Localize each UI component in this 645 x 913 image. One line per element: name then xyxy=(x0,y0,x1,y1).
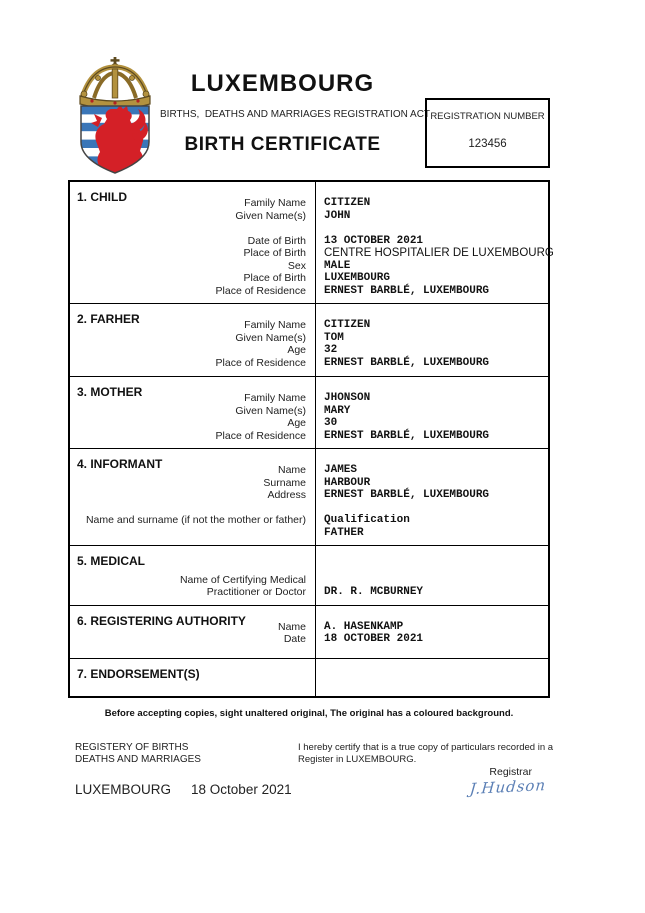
section-value-column xyxy=(315,659,548,696)
field-value: 30 xyxy=(324,417,338,429)
field-label: Family Name xyxy=(244,197,306,209)
field-label: Given Name(s) xyxy=(235,331,306,344)
section-title: 3. MOTHER xyxy=(77,385,143,399)
field-label: Name and surname (if not the mother or father) xyxy=(85,514,306,526)
issue-date: 18 October 2021 xyxy=(191,782,292,797)
field-label: Family Name xyxy=(244,392,306,404)
field-label: Age xyxy=(287,344,306,356)
luxembourg-coat-of-arms-svg xyxy=(74,56,156,176)
field-label: Name xyxy=(277,464,306,476)
field-value: ERNEST BARBLÉ, LUXEMBOURG xyxy=(324,429,490,442)
certify-line: Register in LUXEMBOURG. xyxy=(298,754,417,765)
field-value: JHONSON xyxy=(324,392,371,404)
field-value: CENTRE HOSPITALIER DE LUXEMBOURG xyxy=(324,247,554,259)
field-value: 18 OCTOBER 2021 xyxy=(324,633,424,645)
registry-address xyxy=(75,742,201,766)
coat-of-arms-icon xyxy=(74,56,156,176)
section-1 xyxy=(70,182,554,303)
section-value-column xyxy=(315,377,548,448)
field-value: 13 OCTOBER 2021 xyxy=(324,234,424,247)
field-value: TOM xyxy=(324,331,344,344)
section-title: 7. ENDORSEMENT(S) xyxy=(77,666,200,681)
section-label-column xyxy=(70,377,315,448)
field-value: JAMES xyxy=(324,464,358,476)
field-value: ERNEST BARBLÉ, LUXEMBOURG xyxy=(324,284,490,297)
field-value: HARBOUR xyxy=(324,476,371,489)
field-label: Surname xyxy=(263,476,306,489)
issue-place: LUXEMBOURG xyxy=(75,782,172,797)
field-label: Sex xyxy=(287,259,306,272)
field-label: Family Name xyxy=(244,319,306,331)
field-label: Name xyxy=(277,620,306,633)
doc-title: BIRTH CERTIFICATE xyxy=(184,134,381,155)
section-title: 1. CHILD xyxy=(77,190,128,204)
field-label: Place of Residence xyxy=(215,429,306,442)
field-value: MALE xyxy=(324,259,351,272)
registrar-label: Registrar xyxy=(489,766,532,778)
section-label-column xyxy=(70,304,315,376)
crown-icon xyxy=(80,57,150,109)
page-title: LUXEMBOURG xyxy=(190,70,375,97)
field-label: Place of Birth xyxy=(243,272,306,284)
section-3 xyxy=(70,376,548,448)
field-value xyxy=(324,222,554,235)
registration-number: 123456 xyxy=(468,138,507,150)
field-label: Date xyxy=(283,633,306,645)
field-label: Date of Birth xyxy=(247,234,306,247)
field-value: JOHN xyxy=(324,209,351,222)
field-value: FATHER xyxy=(324,526,364,539)
field-label: Age xyxy=(287,417,306,429)
registration-box xyxy=(425,98,550,168)
field-label: Given Name(s) xyxy=(235,404,306,417)
certificate-table xyxy=(68,180,554,698)
section-7 xyxy=(70,658,548,696)
act-subtitle: BIRTHS, DEATHS AND MARRIAGES REGISTRATION ACT xyxy=(160,109,431,120)
section-title: 4. INFORMANT xyxy=(77,457,163,471)
section-title: 2. FARHER xyxy=(77,312,140,326)
certify-line: I hereby certify that is a true copy of particulars recorded in a xyxy=(298,742,554,753)
shield-icon xyxy=(81,105,149,176)
field-label xyxy=(70,222,306,235)
field-value: ERNEST BARBLÉ, LUXEMBOURG xyxy=(324,489,490,501)
section-value-column xyxy=(315,546,548,605)
field-value: DR. R. MCBURNEY xyxy=(324,586,424,598)
field-label: Given Name(s) xyxy=(235,209,306,222)
section-title: 5. MEDICAL xyxy=(77,554,146,568)
field-value: ERNEST BARBLÉ, LUXEMBOURG xyxy=(324,356,490,369)
field-value: CITIZEN xyxy=(324,197,371,209)
field-label: Practitioner or Doctor xyxy=(206,586,306,598)
field-value xyxy=(324,502,548,515)
footer-notice: Before accepting copies, sight unaltered original, The original has a coloured background. xyxy=(104,708,514,719)
field-label: Place of Residence xyxy=(215,356,306,369)
field-value: MARY xyxy=(324,404,351,417)
field-label: Place of Birth xyxy=(243,247,306,259)
section-label-column xyxy=(70,659,315,696)
certify-text xyxy=(298,742,554,766)
header xyxy=(160,70,431,156)
section-5 xyxy=(70,545,548,605)
section-value-column xyxy=(315,182,554,303)
section-title: 6. REGISTERING AUTHORITY xyxy=(77,613,246,628)
field-label xyxy=(70,527,306,540)
field-value xyxy=(324,561,548,574)
section-label-column xyxy=(70,182,315,303)
field-value: CITIZEN xyxy=(324,319,371,331)
section-label-column xyxy=(70,606,315,658)
field-label: Name of Certifying Medical xyxy=(179,573,306,586)
section-value-column xyxy=(315,606,548,658)
field-value: 32 xyxy=(324,344,338,356)
registration-label: REGISTRATION NUMBER xyxy=(430,111,545,122)
field-value xyxy=(324,574,548,587)
registry-line: REGISTERY OF BIRTHS xyxy=(75,742,189,753)
section-value-column xyxy=(315,449,548,545)
registry-line: DEATHS AND MARRIAGES xyxy=(75,754,201,765)
registrar-signature: J.Hudson xyxy=(469,775,547,799)
section-label-column xyxy=(70,546,315,605)
section-6 xyxy=(70,605,548,658)
field-value: LUXEMBOURG xyxy=(324,272,391,284)
section-value-column xyxy=(315,304,548,376)
section-label-column xyxy=(70,449,315,545)
field-value: A. HASENKAMP xyxy=(324,620,404,633)
field-label: Address xyxy=(267,489,306,501)
section-2 xyxy=(70,303,548,376)
section-4 xyxy=(70,448,548,545)
field-value: Qualification xyxy=(324,514,410,526)
field-label xyxy=(70,502,306,515)
issue-place-date xyxy=(75,782,292,797)
field-label: Place of Residence xyxy=(215,284,306,297)
